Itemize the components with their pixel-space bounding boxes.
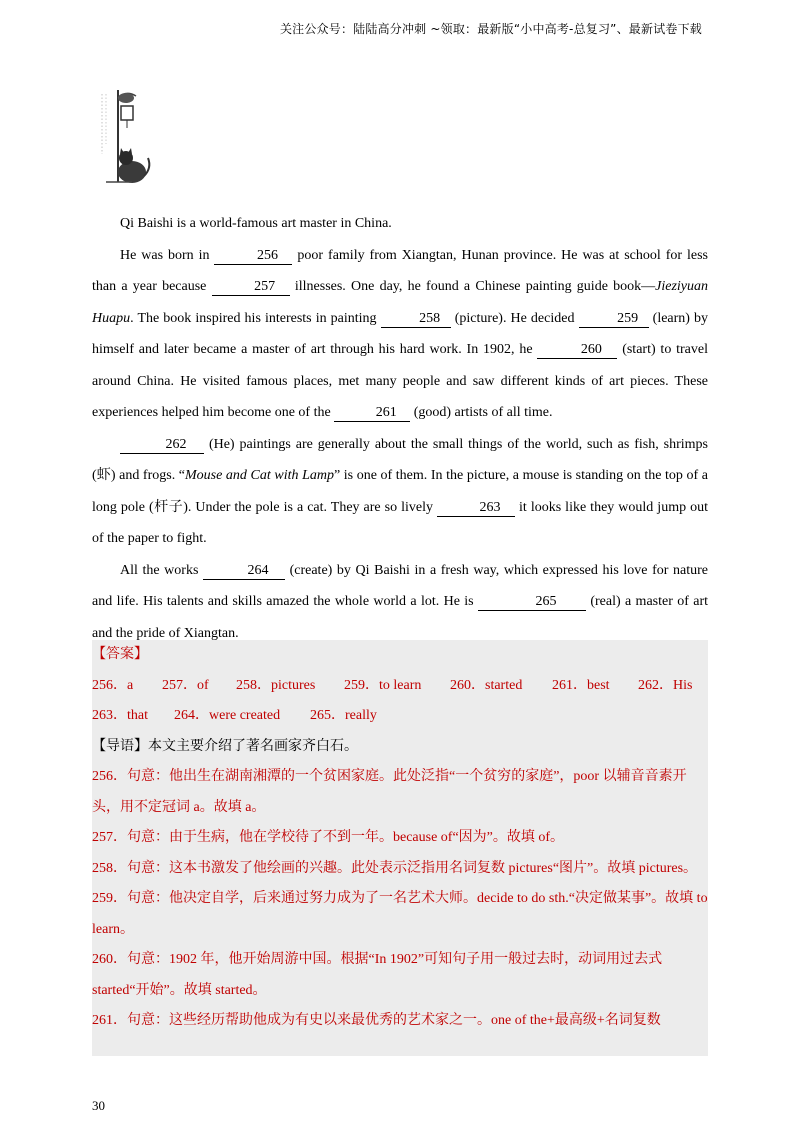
- answer-260: 260．started: [450, 677, 523, 693]
- answer-row-1: [92, 671, 708, 702]
- answer-row-2: [92, 701, 708, 732]
- answer-259: 259．to learn: [344, 677, 422, 693]
- answer-256: 256．a: [92, 677, 134, 693]
- blank-261[interactable]: 261: [334, 404, 410, 422]
- guide-text: 【导语】本文主要介绍了著名画家齐白石。: [92, 738, 358, 754]
- painting-illustration: [92, 84, 158, 192]
- page-number: 30: [92, 1098, 105, 1113]
- reading-passage: [92, 208, 708, 649]
- explanation-256: 256．句意：他出生在湖南湘潭的一个贫困家庭。此处泛指“一个贫穷的家庭”，poor 以辅音音素开头，用不定冠词 a。故填 a。: [92, 769, 687, 815]
- paragraph-3: 262 (He) paintings are generally about the small things of the world, such as fish, shrimps (虾) and frogs. “Mouse and Cat with Lamp” is one of them. In the picture, a mouse is standing on the top of a long pole (杆子). Under the pole is a cat. They are so lively 263 it looks like they would jump out of the paper to fight.: [92, 436, 708, 546]
- answer-261: 261．best: [552, 677, 610, 693]
- blank-264[interactable]: 264: [203, 562, 285, 580]
- blank-262[interactable]: 262: [120, 436, 204, 454]
- answer-262: 262．His: [638, 677, 693, 693]
- explanation-259: 259．句意：他决定自学，后来通过努力成为了一名艺术大师。decide to do sth.“决定做某事”。故填 to learn。: [92, 891, 708, 937]
- blank-263[interactable]: 263: [437, 499, 515, 517]
- blank-257[interactable]: 257: [212, 278, 290, 296]
- page-header: 关注公众号：陆陆高分冲刺 ~领取：最新版“小中高考-总复习”、最新试卷下载: [279, 22, 702, 36]
- answer-263: 263．that: [92, 708, 148, 723]
- blank-265[interactable]: 265: [478, 593, 586, 611]
- paragraph-2: He was born in 256 poor family from Xiangtan, Hunan province. He was at school for less than a year because 257 illnesses. One day, he found a Chinese painting guide book—Jieziyuan Huapu. The book inspired his interests in painting 258 (picture). He decided 259 (learn) by himself and later became a master of art through his hard work. In 1902, he 260 (start) to travel around China. He visited famous places, met many people and saw different kinds of art pieces. These experiences helped him become one of the 261 (good) artists of all time.: [92, 247, 709, 420]
- explanation-258: 258．句意：这本书激发了他绘画的兴趣。此处表示泛指用名词复数 pictures“图片”。故填 pictures。: [92, 860, 698, 876]
- answer-257: 257．of: [162, 677, 209, 693]
- answer-label: 【答案】: [92, 647, 148, 662]
- blank-260[interactable]: 260: [537, 341, 617, 359]
- paragraph-4: All the works 264 (create) by Qi Baishi in a fresh way, which expressed his love for nature and life. His talents and skills amazed the whole world a lot. He is 265 (real) a master of art and the pride of Xiangtan.: [92, 562, 709, 641]
- blank-256[interactable]: 256: [214, 247, 292, 265]
- answer-265: 265．really: [310, 708, 377, 723]
- paragraph-1: Qi Baishi is a world-famous art master in China.: [120, 216, 392, 231]
- explanation-261: 261．句意：这些经历帮助他成为有史以来最优秀的艺术家之一。one of the+最高级+名词复数: [92, 1013, 661, 1028]
- explanation-257: 257．句意：由于生病，他在学校待了不到一年。because of“因为”。故填 of。: [92, 830, 565, 845]
- answer-264: 264．were created: [174, 708, 281, 723]
- answer-section: [92, 640, 708, 1056]
- blank-258[interactable]: 258: [381, 310, 451, 328]
- blank-259[interactable]: 259: [579, 310, 649, 328]
- explanation-260: 260．句意：1902 年，他开始周游中国。根据“In 1902”可知句子用一般过去时，动词用过去式 started“开始”。故填 started。: [92, 952, 663, 998]
- answer-258: 258．pictures: [236, 677, 316, 693]
